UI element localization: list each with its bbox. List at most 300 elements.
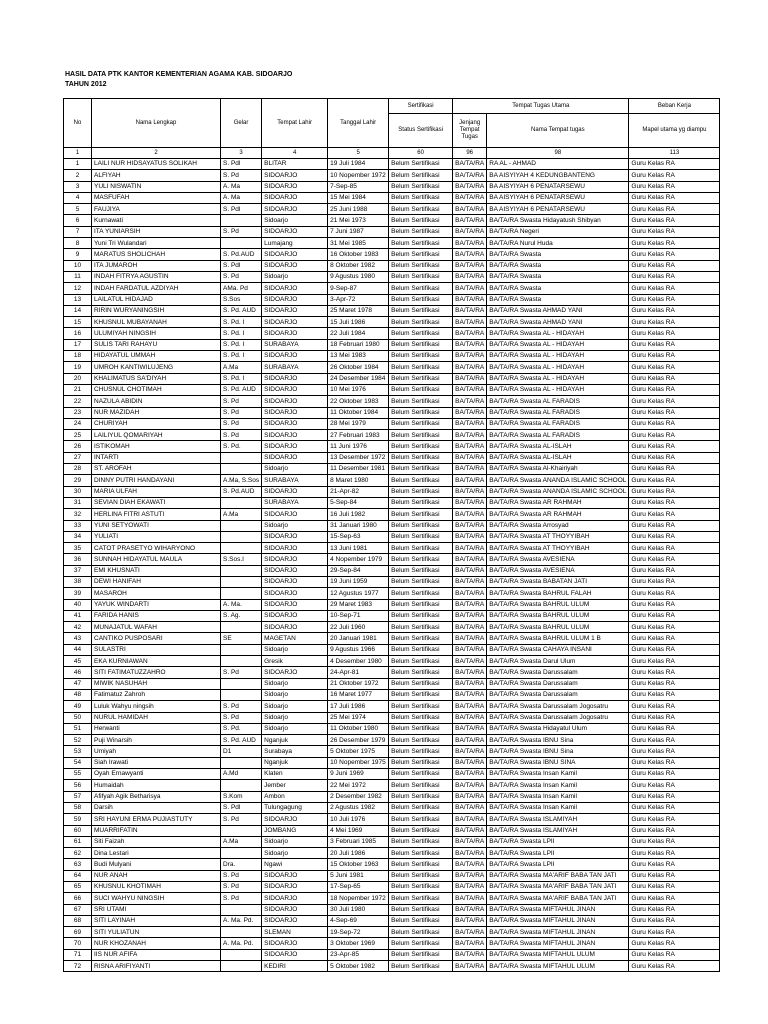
cell-gelar: A.Ma [221, 509, 262, 520]
cell-gelar [221, 949, 262, 960]
table-row [64, 599, 720, 610]
cell-nama: RISNA ARIFIYANTI [92, 961, 221, 972]
cell-status-sertifikasi: Belum Sertifikasi [389, 170, 453, 181]
cell-tempat-lahir: Sidoarjo [262, 678, 328, 689]
cell-tempat-lahir: Sidoarjo [262, 464, 328, 475]
cell-no: 50 [64, 712, 92, 723]
cell-mapel: Guru Kelas RA [629, 283, 720, 294]
table-row [64, 181, 720, 192]
cell-nama-tempat-tugas: BA/TA/RA Swasta AL FARADIS [487, 396, 629, 407]
cell-nama-tempat-tugas: BA/TA/RA Swasta Darussalam [487, 667, 629, 678]
cell-jenjang: BA/TA/RA [453, 678, 487, 689]
cell-mapel: Guru Kelas RA [629, 294, 720, 305]
cell-tanggal-lahir: 27 Februari 1983 [328, 430, 389, 441]
cell-mapel: Guru Kelas RA [629, 735, 720, 746]
cell-nama-tempat-tugas: BA/TA/RA Swasta BAHRUL ULUM [487, 622, 629, 633]
cell-no: 27 [64, 452, 92, 463]
cell-nama: YULIATI [92, 531, 221, 542]
cell-no: 65 [64, 882, 92, 893]
cell-status-sertifikasi: Belum Sertifikasi [389, 791, 453, 802]
cell-nama-tempat-tugas: BA/TA/RA Swasta AR RAHMAH [487, 509, 629, 520]
cell-jenjang: BA/TA/RA [453, 746, 487, 757]
cell-nama-tempat-tugas: BA/TA/RA Swasta AL - HIDAYAH [487, 339, 629, 350]
cell-nama-tempat-tugas: BA/TA/RA Swasta BAHRUL ULUM 1 B [487, 633, 629, 644]
cell-tempat-lahir: SIDOARJO [262, 373, 328, 384]
cell-mapel: Guru Kelas RA [629, 543, 720, 554]
cell-status-sertifikasi: Belum Sertifikasi [389, 294, 453, 305]
table-row [64, 362, 720, 373]
cell-jenjang: BA/TA/RA [453, 441, 487, 452]
cell-jenjang: BA/TA/RA [453, 791, 487, 802]
cell-jenjang: BA/TA/RA [453, 170, 487, 181]
cell-tanggal-lahir: 11 Juni 1976 [328, 441, 389, 452]
cell-mapel: Guru Kelas RA [629, 701, 720, 712]
cell-tanggal-lahir: 10-Sep-71 [328, 610, 389, 621]
cell-gelar: S. Pd. I [221, 351, 262, 362]
cell-nama-tempat-tugas: BA/TA/RA Swasta AHMAD YANI [487, 317, 629, 328]
table-row [64, 305, 720, 316]
table-row [64, 531, 720, 542]
cell-jenjang: BA/TA/RA [453, 238, 487, 249]
cell-tanggal-lahir: 18 Februari 1980 [328, 339, 389, 350]
cell-status-sertifikasi: Belum Sertifikasi [389, 633, 453, 644]
cell-tempat-lahir: Klaten [262, 769, 328, 780]
cell-status-sertifikasi: Belum Sertifikasi [389, 305, 453, 316]
cell-status-sertifikasi: Belum Sertifikasi [389, 452, 453, 463]
cell-tempat-lahir: SIDOARJO [262, 181, 328, 192]
cell-jenjang: BA/TA/RA [453, 351, 487, 362]
cell-tempat-lahir: SIDOARJO [262, 407, 328, 418]
cell-tempat-lahir: SIDOARJO [262, 893, 328, 904]
cell-status-sertifikasi: Belum Sertifikasi [389, 543, 453, 554]
table-row [64, 576, 720, 587]
cell-nama-tempat-tugas: BA AISYIYAH 6 PENATARSEWU [487, 192, 629, 203]
cell-tempat-lahir: Ngawi [262, 859, 328, 870]
cell-nama: MASFUFAH [92, 192, 221, 203]
cell-no: 72 [64, 961, 92, 972]
cell-jenjang: BA/TA/RA [453, 814, 487, 825]
cell-gelar [221, 904, 262, 915]
cell-status-sertifikasi: Belum Sertifikasi [389, 260, 453, 271]
table-row [64, 554, 720, 565]
cell-jenjang: BA/TA/RA [453, 610, 487, 621]
cell-tanggal-lahir: 21-Apr-82 [328, 486, 389, 497]
cell-mapel: Guru Kelas RA [629, 949, 720, 960]
column-number: 3 [221, 148, 262, 159]
cell-jenjang: BA/TA/RA [453, 373, 487, 384]
cell-gelar: A. Ma. Pd. [221, 938, 262, 949]
cell-gelar [221, 588, 262, 599]
cell-gelar: D1 [221, 746, 262, 757]
cell-tempat-lahir: SIDOARJO [262, 531, 328, 542]
cell-gelar: S. Pd [221, 712, 262, 723]
cell-tempat-lahir: SIDOARJO [262, 317, 328, 328]
cell-nama-tempat-tugas: BA/TA/RA Swasta Darussalam Jogosatru [487, 701, 629, 712]
cell-tanggal-lahir: 13 Desember 1972 [328, 452, 389, 463]
cell-gelar: S. Pd. AUD [221, 735, 262, 746]
cell-status-sertifikasi: Belum Sertifikasi [389, 283, 453, 294]
cell-gelar [221, 576, 262, 587]
cell-mapel: Guru Kelas RA [629, 678, 720, 689]
table-row [64, 938, 720, 949]
cell-mapel: Guru Kelas RA [629, 328, 720, 339]
cell-jenjang: BA/TA/RA [453, 848, 487, 859]
cell-tanggal-lahir: 7 Juni 1987 [328, 226, 389, 237]
cell-tanggal-lahir: 24-Apr-81 [328, 667, 389, 678]
cell-tanggal-lahir: 13 Juni 1981 [328, 543, 389, 554]
cell-mapel: Guru Kelas RA [629, 723, 720, 734]
cell-tanggal-lahir: 18 Nopember 1972 [328, 893, 389, 904]
cell-jenjang: BA/TA/RA [453, 576, 487, 587]
cell-gelar: S. Pd. I [221, 317, 262, 328]
cell-nama: ISTIKOMAH [92, 441, 221, 452]
cell-nama-tempat-tugas: BA/TA/RA Swasta Insan Kamil [487, 802, 629, 813]
cell-tanggal-lahir: 17-Sep-65 [328, 882, 389, 893]
cell-gelar: A.Ma [221, 836, 262, 847]
cell-status-sertifikasi: Belum Sertifikasi [389, 192, 453, 203]
cell-jenjang: BA/TA/RA [453, 486, 487, 497]
cell-mapel: Guru Kelas RA [629, 836, 720, 847]
cell-nama-tempat-tugas: BA/TA/RA Swasta AL - HIDAYAH [487, 362, 629, 373]
cell-status-sertifikasi: Belum Sertifikasi [389, 723, 453, 734]
cell-tanggal-lahir: 23-Apr-85 [328, 949, 389, 960]
cell-nama: MIWIK NASUHAH [92, 678, 221, 689]
header-mapel-utama: Mapel utama yg diampu [629, 114, 720, 148]
cell-nama-tempat-tugas: BA/TA/RA Swasta Darussalam Jogosatru [487, 712, 629, 723]
cell-jenjang: BA/TA/RA [453, 904, 487, 915]
cell-tempat-lahir: SIDOARJO [262, 486, 328, 497]
cell-no: 22 [64, 396, 92, 407]
cell-status-sertifikasi: Belum Sertifikasi [389, 317, 453, 328]
cell-tanggal-lahir: 29-Sep-84 [328, 565, 389, 576]
cell-gelar [221, 238, 262, 249]
cell-nama: Afifyah Agik Betharisya [92, 791, 221, 802]
table-row [64, 836, 720, 847]
cell-tempat-lahir: SURABAYA [262, 497, 328, 508]
cell-tanggal-lahir: 3 Februari 1985 [328, 836, 389, 847]
cell-jenjang: BA/TA/RA [453, 701, 487, 712]
cell-jenjang: BA/TA/RA [453, 430, 487, 441]
cell-tanggal-lahir: 4-Sep-69 [328, 915, 389, 926]
cell-status-sertifikasi: Belum Sertifikasi [389, 599, 453, 610]
cell-tanggal-lahir: 31 Januari 1980 [328, 520, 389, 531]
cell-tanggal-lahir: 19 Juni 1959 [328, 576, 389, 587]
cell-tempat-lahir: SIDOARJO [262, 576, 328, 587]
cell-nama-tempat-tugas: BA/TA/RA Swasta ANANDA ISLAMIC SCHOOL [487, 475, 629, 486]
cell-status-sertifikasi: Belum Sertifikasi [389, 735, 453, 746]
cell-jenjang: BA/TA/RA [453, 633, 487, 644]
cell-mapel: Guru Kelas RA [629, 599, 720, 610]
cell-tanggal-lahir: 26 Oktober 1984 [328, 362, 389, 373]
table-row [64, 882, 720, 893]
cell-mapel: Guru Kelas RA [629, 667, 720, 678]
cell-nama: CHURIYAH [92, 418, 221, 429]
header-nama-tempat-tugas: Nama Tempat tugas [487, 114, 629, 148]
cell-tempat-lahir: SIDOARJO [262, 667, 328, 678]
cell-no: 47 [64, 678, 92, 689]
table-row [64, 430, 720, 441]
cell-mapel: Guru Kelas RA [629, 226, 720, 237]
cell-jenjang: BA/TA/RA [453, 667, 487, 678]
cell-tempat-lahir: SIDOARJO [262, 949, 328, 960]
cell-tempat-lahir: SIDOARJO [262, 418, 328, 429]
cell-tempat-lahir: Nganjuk [262, 735, 328, 746]
cell-nama-tempat-tugas: BA/TA/RA Swasta AL-ISLAH [487, 441, 629, 452]
cell-tempat-lahir: SIDOARJO [262, 260, 328, 271]
column-number: 98 [487, 148, 629, 159]
cell-nama-tempat-tugas: BA/TA/RA Swasta IBNU Sina [487, 746, 629, 757]
cell-status-sertifikasi: Belum Sertifikasi [389, 497, 453, 508]
cell-status-sertifikasi: Belum Sertifikasi [389, 644, 453, 655]
cell-no: 58 [64, 802, 92, 813]
cell-nama-tempat-tugas: BA/TA/RA Swasta AL FARADIS [487, 418, 629, 429]
cell-tempat-lahir: Nganjuk [262, 757, 328, 768]
cell-gelar: S. Ag. [221, 610, 262, 621]
cell-tanggal-lahir: 15 Mei 1984 [328, 192, 389, 203]
cell-tempat-lahir: SURABAYA [262, 339, 328, 350]
cell-tanggal-lahir: 5-Sep-84 [328, 497, 389, 508]
table-row [64, 667, 720, 678]
cell-mapel: Guru Kelas RA [629, 757, 720, 768]
cell-jenjang: BA/TA/RA [453, 870, 487, 881]
cell-status-sertifikasi: Belum Sertifikasi [389, 362, 453, 373]
cell-gelar: S. Pd [221, 882, 262, 893]
table-row [64, 746, 720, 757]
table-row [64, 497, 720, 508]
table-row [64, 701, 720, 712]
cell-gelar: S. Pd. I [221, 328, 262, 339]
cell-no: 30 [64, 486, 92, 497]
cell-status-sertifikasi: Belum Sertifikasi [389, 814, 453, 825]
cell-gelar: S. Pd. I [221, 373, 262, 384]
cell-status-sertifikasi: Belum Sertifikasi [389, 328, 453, 339]
cell-gelar: S. Pd [221, 701, 262, 712]
table-row [64, 204, 720, 215]
cell-tanggal-lahir: 10 Mei 1976 [328, 384, 389, 395]
cell-mapel: Guru Kelas RA [629, 430, 720, 441]
cell-nama: Budi Mulyani [92, 859, 221, 870]
cell-nama-tempat-tugas: BA/TA/RA Swasta AT THOYYIBAH [487, 543, 629, 554]
cell-jenjang: BA/TA/RA [453, 384, 487, 395]
cell-nama-tempat-tugas: BA/TA/RA Swasta LPII [487, 836, 629, 847]
cell-jenjang: BA/TA/RA [453, 509, 487, 520]
table-row [64, 452, 720, 463]
cell-nama: CATOT PRASETYO WIHARYONO [92, 543, 221, 554]
cell-nama-tempat-tugas: BA/TA/RA Swasta BAHRUL ULUM [487, 599, 629, 610]
cell-jenjang: BA/TA/RA [453, 452, 487, 463]
cell-jenjang: BA/TA/RA [453, 271, 487, 282]
cell-jenjang: BA/TA/RA [453, 735, 487, 746]
cell-nama-tempat-tugas: BA/TA/RA Swasta AR RAHMAH [487, 497, 629, 508]
cell-jenjang: BA/TA/RA [453, 464, 487, 475]
cell-nama-tempat-tugas: BA/TA/RA Swasta AL FARADIS [487, 430, 629, 441]
cell-mapel: Guru Kelas RA [629, 204, 720, 215]
cell-jenjang: BA/TA/RA [453, 362, 487, 373]
cell-nama: SUNNAH HIDAYATUL MAULA [92, 554, 221, 565]
cell-tanggal-lahir: 2 Desember 1982 [328, 791, 389, 802]
cell-tempat-lahir: SIDOARJO [262, 915, 328, 926]
cell-gelar: S. Pd. [221, 441, 262, 452]
cell-tanggal-lahir: 3 Oktober 1969 [328, 938, 389, 949]
cell-tempat-lahir: SIDOARJO [262, 904, 328, 915]
table-row [64, 610, 720, 621]
cell-nama-tempat-tugas: BA/TA/RA Swasta AL - HIDAYAH [487, 373, 629, 384]
cell-jenjang: BA/TA/RA [453, 328, 487, 339]
cell-jenjang: BA/TA/RA [453, 215, 487, 226]
cell-status-sertifikasi: Belum Sertifikasi [389, 249, 453, 260]
cell-nama-tempat-tugas: BA/TA/RA Swasta MIFTAHUL JINAN [487, 904, 629, 915]
cell-status-sertifikasi: Belum Sertifikasi [389, 464, 453, 475]
cell-tempat-lahir: SIDOARJO [262, 509, 328, 520]
cell-nama-tempat-tugas: BA/TA/RA Swasta MIFTAHUL ULUM [487, 961, 629, 972]
column-number: 113 [629, 148, 720, 159]
table-row [64, 464, 720, 475]
cell-nama: FAUJIYA [92, 204, 221, 215]
cell-mapel: Guru Kelas RA [629, 588, 720, 599]
cell-no: 24 [64, 418, 92, 429]
cell-gelar: S. Pd [221, 893, 262, 904]
cell-no: 38 [64, 576, 92, 587]
cell-jenjang: BA/TA/RA [453, 780, 487, 791]
cell-mapel: Guru Kelas RA [629, 576, 720, 587]
table-row [64, 644, 720, 655]
cell-nama: Humaidah [92, 780, 221, 791]
cell-jenjang: BA/TA/RA [453, 712, 487, 723]
cell-gelar [221, 780, 262, 791]
cell-status-sertifikasi: Belum Sertifikasi [389, 802, 453, 813]
cell-nama: Kurnawati [92, 215, 221, 226]
cell-nama-tempat-tugas: BA AISYIYAH 6 PENATARSEWU [487, 181, 629, 192]
cell-no: 10 [64, 260, 92, 271]
cell-jenjang: BA/TA/RA [453, 588, 487, 599]
cell-tempat-lahir: Sidoarjo [262, 712, 328, 723]
cell-no: 55 [64, 769, 92, 780]
cell-no: 41 [64, 610, 92, 621]
cell-no: 48 [64, 689, 92, 700]
cell-no: 69 [64, 927, 92, 938]
cell-jenjang: BA/TA/RA [453, 915, 487, 926]
cell-jenjang: BA/TA/RA [453, 927, 487, 938]
cell-no: 12 [64, 283, 92, 294]
cell-nama-tempat-tugas: RA AL - AHMAD [487, 159, 629, 170]
cell-no: 16 [64, 328, 92, 339]
cell-tempat-lahir: Sidoarjo [262, 701, 328, 712]
cell-jenjang: BA/TA/RA [453, 689, 487, 700]
table-row [64, 328, 720, 339]
cell-no: 40 [64, 599, 92, 610]
cell-nama: UMROH KANTIWILUJENG [92, 362, 221, 373]
cell-tempat-lahir: Sidoarjo [262, 271, 328, 282]
cell-gelar: S. Pd. AUD [221, 384, 262, 395]
cell-mapel: Guru Kelas RA [629, 497, 720, 508]
cell-nama: HERLINA FITRI ASTUTI [92, 509, 221, 520]
cell-mapel: Guru Kelas RA [629, 712, 720, 723]
header-sertifikasi: Sertifikasi [389, 99, 453, 114]
cell-no: 6 [64, 215, 92, 226]
cell-no: 49 [64, 701, 92, 712]
cell-nama-tempat-tugas: BA/TA/RA Swasta AVESIENA [487, 565, 629, 576]
cell-tempat-lahir: SIDOARJO [262, 204, 328, 215]
cell-status-sertifikasi: Belum Sertifikasi [389, 430, 453, 441]
cell-no: 29 [64, 475, 92, 486]
cell-nama-tempat-tugas: BA AISYIYAH 4 KEDUNGBANTENG [487, 170, 629, 181]
cell-tempat-lahir: KEDIRI [262, 961, 328, 972]
cell-jenjang: BA/TA/RA [453, 565, 487, 576]
table-row [64, 294, 720, 305]
cell-no: 20 [64, 373, 92, 384]
table-row [64, 509, 720, 520]
cell-no: 37 [64, 565, 92, 576]
table-row [64, 260, 720, 271]
cell-mapel: Guru Kelas RA [629, 610, 720, 621]
cell-mapel: Guru Kelas RA [629, 418, 720, 429]
cell-no: 64 [64, 870, 92, 881]
cell-jenjang: BA/TA/RA [453, 181, 487, 192]
cell-status-sertifikasi: Belum Sertifikasi [389, 915, 453, 926]
table-row [64, 249, 720, 260]
cell-mapel: Guru Kelas RA [629, 317, 720, 328]
cell-nama: KHUSNUL MUBAYANAH [92, 317, 221, 328]
table-row [64, 633, 720, 644]
cell-mapel: Guru Kelas RA [629, 475, 720, 486]
cell-no: 1 [64, 159, 92, 170]
cell-mapel: Guru Kelas RA [629, 339, 720, 350]
cell-mapel: Guru Kelas RA [629, 531, 720, 542]
cell-status-sertifikasi: Belum Sertifikasi [389, 701, 453, 712]
cell-status-sertifikasi: Belum Sertifikasi [389, 373, 453, 384]
table-row [64, 565, 720, 576]
cell-status-sertifikasi: Belum Sertifikasi [389, 757, 453, 768]
cell-mapel: Guru Kelas RA [629, 882, 720, 893]
cell-tanggal-lahir: 5 Juni 1981 [328, 870, 389, 881]
cell-mapel: Guru Kelas RA [629, 159, 720, 170]
table-row [64, 769, 720, 780]
cell-mapel: Guru Kelas RA [629, 407, 720, 418]
cell-jenjang: BA/TA/RA [453, 599, 487, 610]
header-status-sertifikasi: Status Sertifikasi [389, 114, 453, 148]
cell-status-sertifikasi: Belum Sertifikasi [389, 396, 453, 407]
cell-mapel: Guru Kelas RA [629, 486, 720, 497]
header-nama-lengkap: Nama Lengkap [92, 99, 221, 148]
cell-mapel: Guru Kelas RA [629, 362, 720, 373]
header-beban-kerja: Beban Kerja [629, 99, 720, 114]
cell-status-sertifikasi: Belum Sertifikasi [389, 836, 453, 847]
cell-nama: INDAH FITRYA AGUSTIN [92, 271, 221, 282]
cell-status-sertifikasi: Belum Sertifikasi [389, 689, 453, 700]
table-row [64, 317, 720, 328]
cell-tempat-lahir: Lumajang [262, 238, 328, 249]
cell-mapel: Guru Kelas RA [629, 859, 720, 870]
cell-nama: Herwanti [92, 723, 221, 734]
cell-gelar [221, 565, 262, 576]
cell-tempat-lahir: SIDOARJO [262, 396, 328, 407]
cell-jenjang: BA/TA/RA [453, 859, 487, 870]
cell-nama-tempat-tugas: BA/TA/RA Swasta CAHAYA INSANI [487, 644, 629, 655]
cell-nama: FARIDA HANIS [92, 610, 221, 621]
cell-tempat-lahir: Sidoarjo [262, 215, 328, 226]
cell-gelar: SE [221, 633, 262, 644]
cell-no: 39 [64, 588, 92, 599]
cell-tanggal-lahir: 22 Juli 1984 [328, 328, 389, 339]
cell-mapel: Guru Kelas RA [629, 565, 720, 576]
cell-gelar [221, 848, 262, 859]
cell-gelar [221, 927, 262, 938]
cell-mapel: Guru Kelas RA [629, 192, 720, 203]
cell-tanggal-lahir: 22 Mei 1972 [328, 780, 389, 791]
cell-mapel: Guru Kelas RA [629, 622, 720, 633]
cell-nama: LAILATUL HIDAJAD [92, 294, 221, 305]
cell-no: 45 [64, 656, 92, 667]
